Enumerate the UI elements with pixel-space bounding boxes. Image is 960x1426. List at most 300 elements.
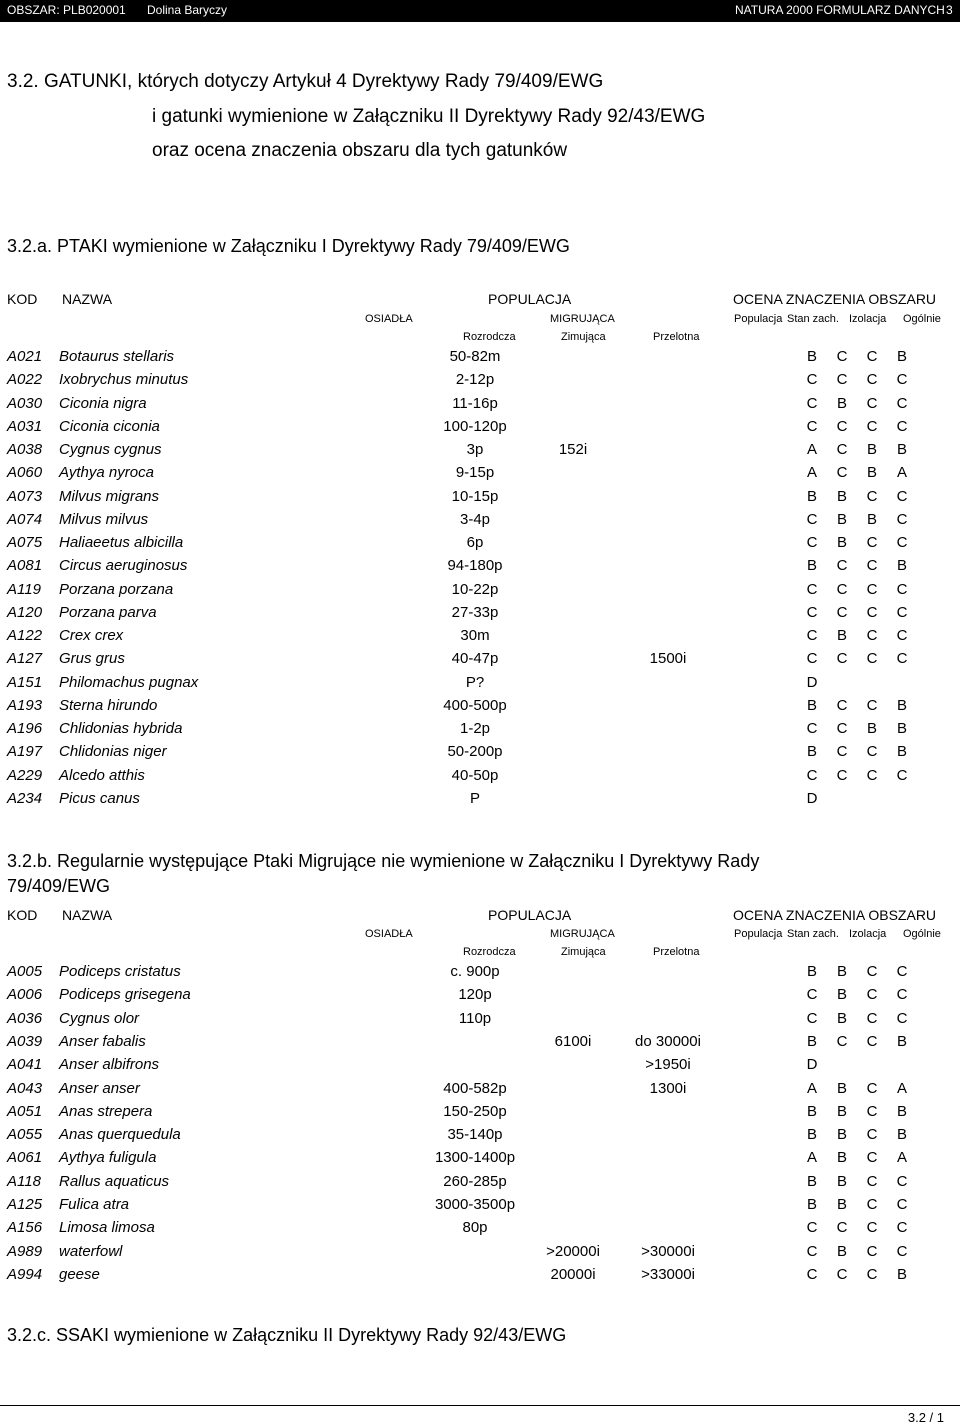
grade-population: B (806, 1126, 818, 1144)
header-g-ogolnie: Ogólnie (903, 313, 941, 325)
species-code: A031 (7, 417, 43, 435)
grade-population: B (806, 1032, 818, 1050)
species-code: A120 (7, 603, 43, 621)
species-name: Cygnus cygnus (59, 441, 162, 458)
species-name: Philomachus pugnax (59, 673, 199, 691)
species-name: Botaurus stellaris (59, 348, 175, 365)
grade-isolation: C (866, 534, 878, 551)
population-breeding: 110p (458, 1009, 492, 1027)
grade-conservation: C (836, 650, 848, 668)
footer-page-number: 3.2 / 1 (907, 1410, 944, 1425)
grade-isolation: C (866, 580, 878, 598)
footer-divider (0, 1405, 960, 1406)
grade-isolation: C (866, 1265, 878, 1283)
species-name: waterfowl (59, 1242, 123, 1260)
table-row (0, 348, 960, 368)
grade-global: C (896, 1219, 908, 1237)
species-name: Haliaeetus albicilla (59, 534, 184, 551)
species-name: Anser albifrons (59, 1056, 160, 1074)
grade-global: C (896, 580, 908, 598)
species-name: Crex crex (59, 627, 124, 644)
grade-conservation: B (836, 1102, 848, 1120)
grade-conservation: C (836, 557, 848, 575)
population-breeding: 40-47p (451, 650, 499, 668)
grade-isolation: C (866, 1102, 878, 1120)
population-breeding: 100-120p (443, 417, 507, 435)
table-row (0, 371, 960, 391)
table-row (0, 743, 960, 763)
table-row (0, 1266, 960, 1286)
species-code: A022 (7, 371, 43, 389)
table-row (0, 767, 960, 787)
grade-population: C (806, 1242, 818, 1260)
grade-conservation: C (836, 464, 848, 482)
species-code: A038 (7, 441, 43, 458)
grade-population: C (806, 510, 818, 528)
grade-isolation: C (866, 371, 878, 389)
species-code: A994 (7, 1265, 43, 1283)
header-osiadla: OSIADŁA (365, 928, 413, 940)
grade-global: B (896, 696, 908, 714)
grade-conservation: B (836, 963, 848, 980)
grade-conservation: B (836, 1009, 848, 1027)
population-breeding: 80p (462, 1219, 488, 1237)
grade-global: A (896, 464, 908, 482)
table-row (0, 464, 960, 484)
grade-isolation: C (866, 1196, 878, 1213)
grade-population: C (806, 534, 818, 551)
population-breeding: 30m (460, 627, 490, 644)
species-name: Rallus aquaticus (59, 1172, 170, 1190)
species-code: A061 (7, 1149, 43, 1167)
grade-global: C (896, 487, 908, 505)
grade-population: C (806, 371, 818, 389)
grade-global: C (896, 963, 908, 980)
grade-global: C (896, 371, 908, 389)
grade-conservation: B (836, 1172, 848, 1190)
species-code: A156 (7, 1219, 43, 1237)
grade-global: C (896, 1196, 908, 1213)
grade-population: A (806, 1149, 818, 1167)
table-row (0, 1126, 960, 1146)
species-name: Podiceps grisegena (59, 986, 191, 1004)
table-row (0, 1103, 960, 1123)
grade-isolation: C (866, 1242, 878, 1260)
table-row (0, 1010, 960, 1030)
species-name: Alcedo atthis (59, 766, 145, 784)
population-breeding: 10-22p (451, 580, 499, 598)
grade-global: B (896, 557, 908, 575)
population-wintering: 6100i (554, 1032, 592, 1050)
grade-isolation: C (866, 1172, 878, 1190)
species-name: Cygnus olor (59, 1009, 140, 1027)
table-row (0, 1219, 960, 1239)
population-breeding: 50-82m (449, 348, 501, 365)
grade-population: C (806, 986, 818, 1004)
population-breeding: 3000-3500p (434, 1196, 516, 1213)
grade-isolation: C (866, 743, 878, 761)
grade-conservation: C (836, 720, 848, 737)
population-wintering: 152i (558, 441, 588, 458)
grade-isolation: C (866, 766, 878, 784)
table-row (0, 1149, 960, 1169)
grade-conservation: B (836, 487, 848, 505)
species-code: A005 (7, 963, 43, 980)
header-g-ogolnie: Ogólnie (903, 928, 941, 940)
species-code: A127 (7, 650, 43, 668)
grade-population: C (806, 627, 818, 644)
species-code: A043 (7, 1079, 43, 1097)
grade-isolation: C (866, 1032, 878, 1050)
species-code: A021 (7, 348, 43, 365)
grade-population: C (806, 1219, 818, 1237)
header-przelotna: Przelotna (653, 946, 700, 958)
population-breeding: 3p (466, 441, 484, 458)
header-przelotna: Przelotna (653, 331, 700, 343)
grade-population: C (806, 720, 818, 737)
population-breeding: 400-582p (443, 1079, 507, 1097)
table-row (0, 604, 960, 624)
header-migrujaca: MIGRUJĄCA (550, 313, 615, 325)
grade-population: D (806, 673, 818, 691)
grade-population: C (806, 1009, 818, 1027)
table-row (0, 697, 960, 717)
species-code: A075 (7, 534, 43, 551)
table-row (0, 650, 960, 670)
grade-global: B (896, 1265, 908, 1283)
page-header-bar (0, 0, 960, 22)
population-breeding: 11-16p (452, 394, 498, 412)
grade-isolation: C (866, 1009, 878, 1027)
species-code: A151 (7, 673, 43, 691)
grade-population: B (806, 963, 818, 980)
table-row (0, 418, 960, 438)
section-a-title: 3.2.a. PTAKI wymienione w Załączniku I Dyrektywy Rady 79/409/EWG (7, 236, 570, 256)
species-code: A197 (7, 743, 43, 761)
population-breeding: 1-2p (459, 720, 491, 737)
grade-global: B (896, 441, 908, 458)
table-row (0, 1033, 960, 1053)
grade-conservation: C (836, 441, 848, 458)
section-title-line2: i gatunki wymienione w Załączniku II Dyrektywy Rady 92/43/EWG (152, 106, 706, 127)
grade-isolation: C (866, 1079, 878, 1097)
grade-population: B (806, 1172, 818, 1190)
site-code: OBSZAR: PLB020001 (7, 3, 126, 17)
population-breeding: 27-33p (451, 603, 499, 621)
species-code: A989 (7, 1242, 43, 1260)
species-code: A073 (7, 487, 43, 505)
grade-isolation: B (866, 464, 878, 482)
population-breeding: 400-500p (443, 696, 507, 714)
species-name: Chlidonias niger (59, 743, 167, 761)
species-name: Aythya nyroca (59, 464, 154, 482)
population-breeding: 2-12p (455, 371, 495, 389)
header-g-populacja: Populacja (734, 928, 783, 940)
species-name: Ciconia nigra (59, 394, 147, 412)
population-wintering: >20000i (546, 1242, 600, 1260)
population-passage: >30000i (641, 1242, 695, 1260)
grade-isolation: C (866, 348, 878, 365)
species-name: Circus aeruginosus (59, 557, 188, 575)
species-name: Aythya fuligula (59, 1149, 157, 1167)
grade-population: A (806, 441, 818, 458)
grade-conservation: B (836, 986, 848, 1004)
grade-global: C (896, 510, 908, 528)
grade-global: C (896, 603, 908, 621)
grade-conservation: C (836, 743, 848, 761)
grade-isolation: C (866, 1219, 878, 1237)
header-kod: KOD (7, 291, 38, 307)
grade-conservation: B (836, 1079, 848, 1097)
grade-global: C (896, 766, 908, 784)
header-g-stan: Stan zach. (787, 928, 839, 940)
header-ocena: OCENA ZNACZENIA OBSZARU (733, 291, 937, 307)
species-code: A196 (7, 720, 43, 737)
species-code: A006 (7, 986, 43, 1004)
grade-isolation: C (866, 417, 878, 435)
grade-global: C (896, 417, 908, 435)
grade-global: C (896, 1242, 908, 1260)
grade-conservation: C (836, 1265, 848, 1283)
population-breeding: 94-180p (447, 557, 503, 575)
population-wintering: 20000i (550, 1265, 596, 1283)
grade-population: C (806, 1265, 818, 1283)
header-g-populacja: Populacja (734, 313, 783, 325)
grade-population: B (806, 743, 818, 761)
grade-global: B (896, 1102, 908, 1120)
grade-isolation: C (866, 627, 878, 644)
species-name: Anser anser (59, 1079, 140, 1097)
grade-population: A (806, 464, 818, 482)
grade-conservation: B (836, 534, 848, 551)
grade-isolation: B (866, 720, 878, 737)
population-passage: do 30000i (635, 1032, 701, 1050)
header-rozrodcza: Rozrodcza (463, 946, 516, 958)
grade-population: B (806, 348, 818, 365)
grade-global: C (896, 394, 908, 412)
grade-isolation: C (866, 603, 878, 621)
grade-isolation: C (866, 394, 878, 412)
population-breeding: 40-50p (451, 766, 499, 784)
species-code: A122 (7, 627, 43, 644)
grade-global: B (896, 743, 908, 761)
species-code: A234 (7, 789, 43, 807)
species-code: A074 (7, 510, 43, 528)
species-name: Porzana porzana (59, 580, 174, 598)
table-row (0, 627, 960, 647)
grade-population: A (806, 1079, 818, 1097)
table-row (0, 441, 960, 461)
species-name: Ixobrychus minutus (59, 371, 189, 389)
species-code: A039 (7, 1032, 43, 1050)
population-passage: 1500i (649, 650, 687, 668)
grade-population: C (806, 650, 818, 668)
grade-global: A (896, 1149, 908, 1167)
grade-global: A (896, 1079, 908, 1097)
header-nazwa: NAZWA (62, 907, 113, 923)
population-breeding: 1300-1400p (434, 1149, 516, 1167)
header-ocena: OCENA ZNACZENIA OBSZARU (733, 907, 937, 923)
species-name: Podiceps cristatus (59, 963, 181, 980)
grade-conservation: C (836, 580, 848, 598)
species-name: Anas strepera (59, 1102, 153, 1120)
grade-conservation: B (836, 1126, 848, 1144)
species-code: A055 (7, 1126, 43, 1144)
header-g-stan: Stan zach. (787, 313, 839, 325)
grade-population: B (806, 487, 818, 505)
grade-global: C (896, 986, 908, 1004)
grade-conservation: B (836, 510, 848, 528)
header-migrujaca: MIGRUJĄCA (550, 928, 615, 940)
grade-population: B (806, 1196, 818, 1213)
grade-global: C (896, 1009, 908, 1027)
grade-global: C (896, 534, 908, 551)
grade-population: C (806, 417, 818, 435)
species-code: A193 (7, 696, 43, 714)
population-breeding: c. 900p (450, 963, 500, 980)
species-name: geese (59, 1265, 100, 1283)
table-row (0, 581, 960, 601)
form-name: NATURA 2000 FORMULARZ DANYCH (735, 3, 945, 17)
population-passage: 1300i (649, 1079, 687, 1097)
population-breeding: P? (465, 673, 485, 691)
grade-conservation: B (836, 1149, 848, 1167)
grade-conservation: B (836, 627, 848, 644)
table-row (0, 1080, 960, 1100)
grade-isolation: C (866, 986, 878, 1004)
species-code: A125 (7, 1196, 43, 1213)
table-row (0, 963, 960, 983)
table-row (0, 395, 960, 415)
grade-global: B (896, 348, 908, 365)
header-page-number: 3 (946, 3, 953, 17)
species-code: A041 (7, 1056, 43, 1074)
table-row (0, 986, 960, 1006)
species-name: Fulica atra (59, 1196, 130, 1213)
grade-conservation: B (836, 1196, 848, 1213)
grade-conservation: C (836, 766, 848, 784)
grade-conservation: C (836, 417, 848, 435)
species-name: Ciconia ciconia (59, 417, 160, 435)
species-name: Limosa limosa (59, 1219, 155, 1237)
grade-isolation: C (866, 1149, 878, 1167)
species-code: A229 (7, 766, 43, 784)
grade-isolation: C (866, 696, 878, 714)
table-row (0, 1173, 960, 1193)
grade-conservation: B (836, 1242, 848, 1260)
population-breeding: 35-140p (447, 1126, 503, 1144)
header-populacja: POPULACJA (488, 907, 572, 923)
species-name: Milvus milvus (59, 510, 149, 528)
header-nazwa: NAZWA (62, 291, 113, 307)
population-passage: >1950i (645, 1056, 691, 1074)
population-breeding: 10-15p (451, 487, 499, 505)
grade-conservation: B (836, 394, 848, 412)
grade-population: B (806, 557, 818, 575)
grade-population: D (806, 789, 818, 807)
population-breeding: P (469, 789, 481, 807)
table-row (0, 534, 960, 554)
species-name: Grus grus (59, 650, 125, 668)
grade-conservation: C (836, 1032, 848, 1050)
header-zimujaca: Zimująca (561, 331, 606, 343)
table-row (0, 1196, 960, 1216)
grade-global: B (896, 1032, 908, 1050)
site-name: Dolina Baryczy (147, 3, 228, 17)
table-row (0, 1243, 960, 1263)
species-name: Anser fabalis (59, 1032, 146, 1050)
grade-population: C (806, 766, 818, 784)
species-name: Anas querquedula (59, 1126, 181, 1144)
header-osiadla: OSIADŁA (365, 313, 413, 325)
species-name: Sterna hirundo (59, 696, 158, 714)
grade-population: D (806, 1056, 818, 1074)
header-g-izolacja: Izolacja (849, 928, 887, 940)
header-rozrodcza: Rozrodcza (463, 331, 516, 343)
grade-population: B (806, 1102, 818, 1120)
table-row (0, 511, 960, 531)
section-title-line1: 3.2. GATUNKI, których dotyczy Artykuł 4 Dyrektywy Rady 79/409/EWG (7, 71, 604, 92)
species-code: A036 (7, 1009, 43, 1027)
grade-population: C (806, 580, 818, 598)
species-code: A060 (7, 464, 43, 482)
table-row (0, 674, 960, 694)
species-name: Picus canus (59, 789, 140, 807)
section-b-title-line2: 79/409/EWG (7, 876, 111, 896)
species-code: A051 (7, 1102, 43, 1120)
population-breeding: 9-15p (455, 464, 495, 482)
table-row (0, 488, 960, 508)
table-row (0, 1056, 960, 1076)
table-row (0, 790, 960, 810)
population-breeding: 6p (466, 534, 484, 551)
species-code: A119 (7, 580, 41, 598)
section-c-title: 3.2.c. SSAKI wymienione w Załączniku II Dyrektywy Rady 92/43/EWG (7, 1325, 567, 1345)
species-name: Milvus migrans (59, 487, 160, 505)
grade-isolation: B (866, 510, 878, 528)
population-breeding: 50-200p (447, 743, 503, 761)
grade-population: B (806, 696, 818, 714)
grade-conservation: C (836, 371, 848, 389)
header-populacja: POPULACJA (488, 291, 572, 307)
grade-isolation: C (866, 557, 878, 575)
species-name: Porzana parva (59, 603, 157, 621)
population-breeding: 120p (458, 986, 492, 1004)
grade-conservation: C (836, 1219, 848, 1237)
species-name: Chlidonias hybrida (59, 720, 183, 737)
table-row (0, 557, 960, 577)
species-code: A118 (7, 1172, 41, 1190)
grade-global: C (896, 1172, 908, 1190)
table-row (0, 720, 960, 740)
grade-isolation: C (866, 650, 878, 668)
section-b-title-line1: 3.2.b. Regularnie występujące Ptaki Migrujące nie wymienione w Załączniku I Dyrektywy Rady (7, 851, 760, 871)
header-g-izolacja: Izolacja (849, 313, 887, 325)
grade-isolation: B (866, 441, 878, 458)
grade-global: B (896, 720, 908, 737)
grade-population: C (806, 603, 818, 621)
population-passage: >33000i (641, 1265, 695, 1283)
species-code: A030 (7, 394, 43, 412)
section-title-line3: oraz ocena znaczenia obszaru dla tych gatunków (152, 140, 568, 161)
header-kod: KOD (7, 907, 38, 923)
population-breeding: 260-285p (443, 1172, 507, 1190)
population-breeding: 3-4p (459, 510, 491, 528)
population-breeding: 150-250p (443, 1102, 507, 1120)
grade-population: C (806, 394, 818, 412)
grade-conservation: C (836, 603, 848, 621)
grade-conservation: C (836, 348, 848, 365)
